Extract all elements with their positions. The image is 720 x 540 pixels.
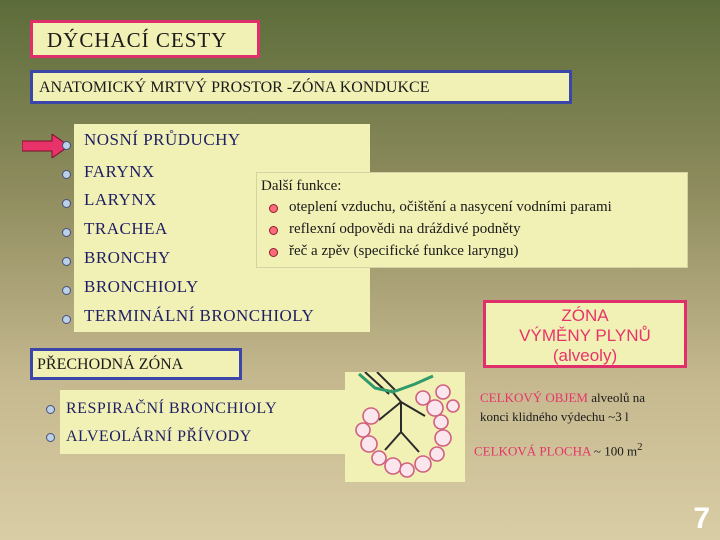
- function-item: oteplení vzduchu, očištění a nasycení vodními parami: [289, 199, 612, 215]
- list-item: TRACHEA: [84, 219, 168, 238]
- list-item: ALVEOLÁRNÍ PŘÍVODY: [66, 428, 252, 445]
- bullet-icon: [46, 405, 55, 414]
- alveoli-icon: [345, 372, 465, 482]
- function-item: řeč a zpěv (specifické funkce laryngu): [289, 243, 519, 259]
- list-item: FARYNX: [84, 162, 155, 181]
- volume-rest: alveolů na: [587, 390, 646, 405]
- list-item: BRONCHY: [84, 248, 171, 267]
- bullet-icon: [62, 170, 71, 179]
- bullet-icon: [62, 286, 71, 295]
- list-item: BRONCHIOLY: [84, 277, 199, 296]
- slide-subtitle: ANATOMICKÝ MRTVÝ PROSTOR -ZÓNA KONDUKCE: [30, 70, 572, 104]
- total-volume-text: [480, 388, 710, 426]
- volume-value: konci klidného výdechu ~3 l: [480, 409, 629, 424]
- list-item: TERMINÁLNÍ BRONCHIOLY: [84, 306, 315, 325]
- bullet-icon: [62, 199, 71, 208]
- transition-zone-title: PŘECHODNÁ ZÓNA: [30, 348, 242, 380]
- bullet-icon: [62, 141, 71, 150]
- functions-heading: Další funkce:: [261, 178, 342, 194]
- exchange-zone-box: [483, 300, 687, 368]
- total-area-text: [474, 441, 642, 459]
- exchange-zone-line: (alveoly): [552, 346, 618, 365]
- alveoli-diagram: [345, 372, 465, 482]
- volume-label: CELKOVÝ OBJEM: [480, 390, 588, 405]
- list-item: NOSNÍ PRŮDUCHY: [84, 130, 241, 149]
- bullet-icon: [269, 204, 278, 213]
- bullet-icon: [46, 433, 55, 442]
- transition-list: [60, 390, 346, 454]
- function-item: reflexní odpovědi na dráždivé podněty: [289, 221, 521, 237]
- page-number: 7: [693, 502, 710, 535]
- area-unit-exponent: 2: [637, 441, 643, 453]
- area-value: ~ 100 m: [590, 443, 638, 459]
- functions-box: [256, 172, 688, 268]
- area-label: CELKOVÁ PLOCHA: [474, 443, 591, 459]
- bullet-icon: [269, 226, 278, 235]
- list-item: RESPIRAČNÍ BRONCHIOLY: [66, 400, 278, 417]
- bullet-icon: [62, 315, 71, 324]
- slide-title: DÝCHACÍ CESTY: [30, 20, 260, 58]
- bullet-icon: [62, 228, 71, 237]
- bullet-icon: [62, 257, 71, 266]
- exchange-zone-line: ZÓNA: [561, 306, 609, 325]
- list-item: LARYNX: [84, 190, 157, 209]
- bullet-icon: [269, 248, 278, 257]
- exchange-zone-line: VÝMĚNY PLYNŮ: [519, 326, 651, 345]
